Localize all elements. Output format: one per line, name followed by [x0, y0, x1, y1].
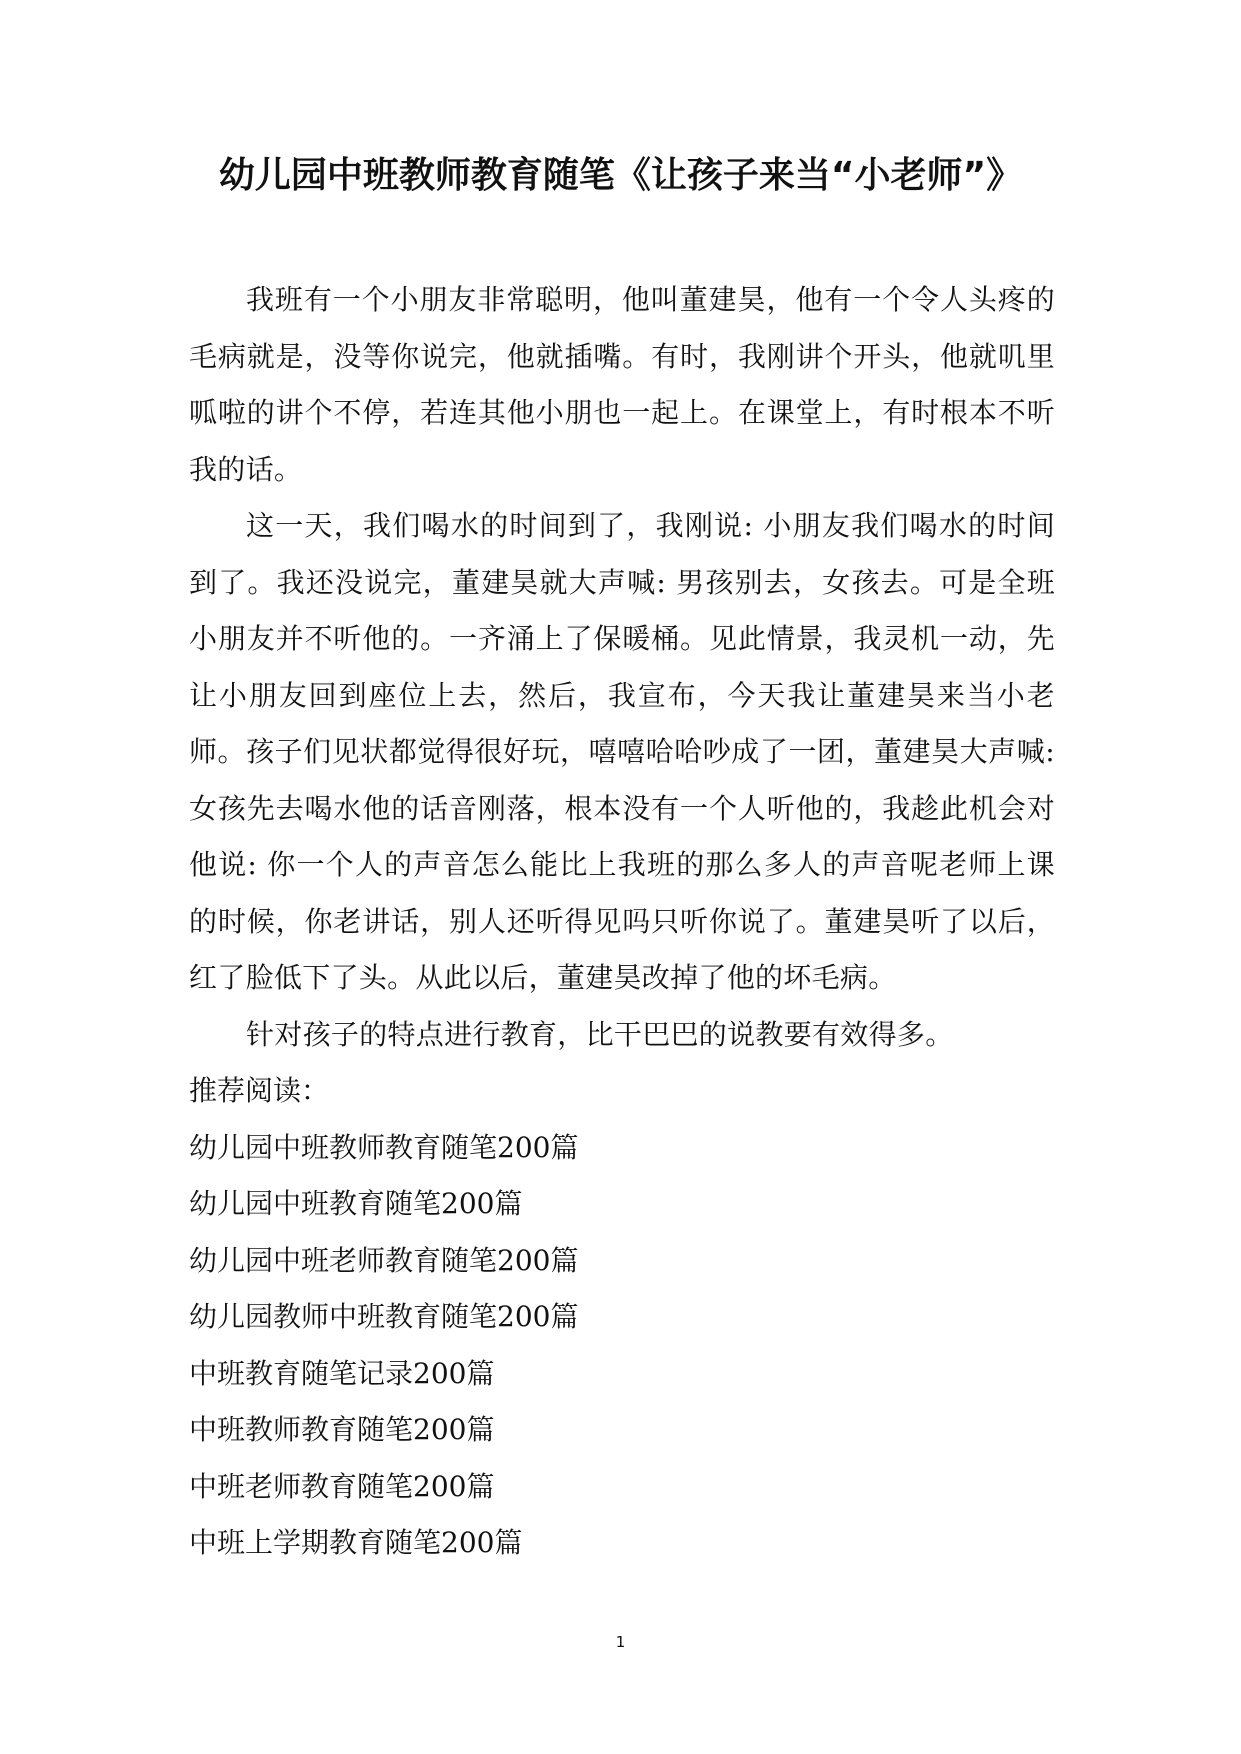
page-number: 1 — [615, 1633, 626, 1651]
recommended-item: 中班老师教育随笔200篇 — [189, 1469, 495, 1503]
recommended-heading: 推荐阅读： — [189, 1074, 330, 1107]
recommended-item: 中班教育随笔记录200篇 — [189, 1356, 495, 1390]
recommended-list — [189, 1120, 1055, 1572]
paragraph-3: 针对孩子的特点进行教育，比干巴巴的说教要有效得多。 — [246, 1017, 954, 1051]
recommended-item: 幼儿园中班教师教育随笔200篇 — [189, 1130, 579, 1164]
recommended-item: 幼儿园教师中班教育随笔200篇 — [189, 1300, 579, 1333]
paragraph-1: 我班有一个小朋友非常聪明，他叫董建昊，他有一个令人头疼的毛病就是，没等你说完，他就插嘴。有时，我刚讲个开头，他就叽里呱啦的讲个不停，若连其他小朋也一起上。在课堂上，有时根本不听我的话。 — [189, 283, 1055, 486]
document-title: 幼儿园中班教师教育随笔《让孩子来当“小老师”》 — [218, 155, 1023, 196]
paragraph-2: 这一天，我们喝水的时间到了，我刚说: 小朋友我们喝水的时间到了。我还没说完，董建昊就大声喊: 男孩别去，女孩去。可是全班小朋友并不听他的。一齐涌上了保暖桶。见此情景，我灵机一动，先让小朋友回到座位上去，然后，我宣布，今天我让董建昊来当小老师。孩子们见状都觉得很好玩，嘻嘻哈哈吵成了一团，董建昊大声喊: 女孩先去喝水他的话音刚落，根本没有一个人听他的，我趁此机会对他说: 你一个人的声音怎么能比上我班的那么多人的声音呢老师上课的时候，你老讲话，别人还听得见吗只听你说了。董建昊听了以后，红了脸低下了头。从此以后，董建昊改掉了他的坏毛病。 — [189, 509, 1055, 994]
recommended-item: 幼儿园中班教育随笔200篇 — [189, 1187, 523, 1220]
document-body — [189, 272, 1055, 1572]
recommended-item: 中班教师教育随笔200篇 — [189, 1413, 495, 1446]
recommended-item: 中班上学期教育随笔200篇 — [189, 1526, 523, 1559]
recommended-item: 幼儿园中班老师教育随笔200篇 — [189, 1243, 579, 1277]
